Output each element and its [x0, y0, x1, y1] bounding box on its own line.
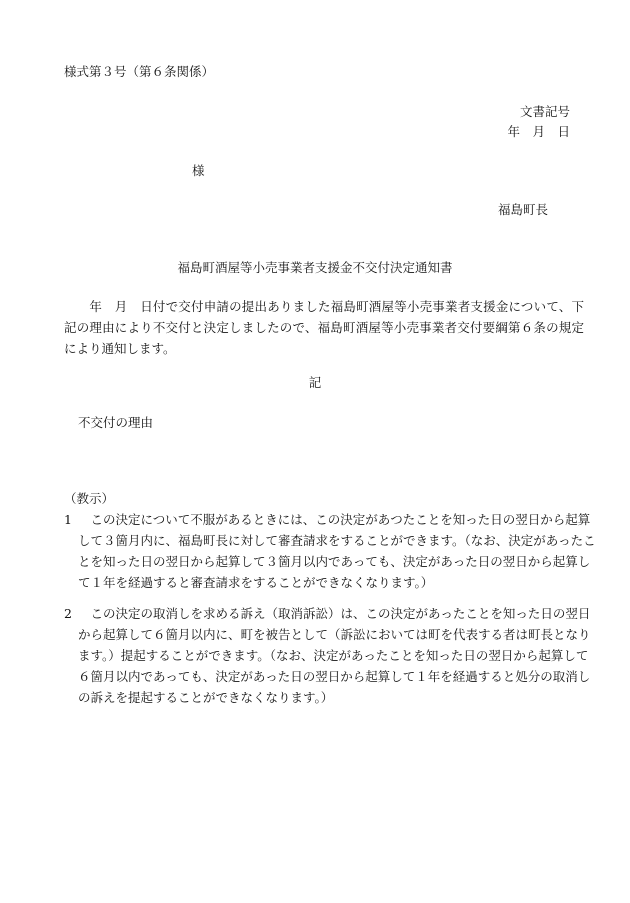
- reason-label: 不交付の理由: [78, 415, 154, 430]
- notice-item-number: 1: [64, 512, 72, 527]
- date-line: 年 月 日: [507, 124, 570, 139]
- notice-item-text: この決定について不服があるときには、この決定があつたことを知った日の翌日から起算して３箇月内に、福島町長に対して審査請求をすることができます。（なお、決定があったことを知った日の翌日から起算して３箇月以内であっても、決定があった日の翌日から起算して１年を経過すると審査請求をすることができなくなります。）: [78, 512, 596, 590]
- sender-name: 福島町長: [497, 202, 548, 217]
- notice-item-number: 2: [64, 606, 72, 621]
- document-number-label: 文書記号: [519, 104, 570, 119]
- body-paragraph: 年 月 日付で交付申請の提出ありました福島町酒屋等小売事業者支援金について、下記の理由により不交付と決定しましたので、福島町酒屋等小売事業者交付要綱第６条の規定により通知します。: [64, 299, 584, 356]
- notice-item-1: [64, 509, 600, 593]
- notice-item-text: この決定の取消しを求める訴え（取消訴訟）は、この決定があったことを知った日の翌日から起算して６箇月以内に、町を被告として（訴訟においては町を代表する者は町長となります。）提起することができます。（なお、決定があったことを知った日の翌日から起算して６箇月以内であっても、決定があった日の翌日から起算して１年を経過すると処分の取消しの訴えを提起することができなくなります。）: [78, 606, 591, 705]
- addressee-suffix: 様: [192, 163, 205, 178]
- form-number: 様式第３号（第６条関係）: [64, 64, 215, 79]
- notice-item-2: [64, 603, 600, 708]
- notice-heading: （教示）: [64, 491, 115, 506]
- ki-marker: 記: [308, 375, 322, 390]
- document-title: 福島町酒屋等小売事業者支援金不交付決定通知書: [177, 260, 453, 275]
